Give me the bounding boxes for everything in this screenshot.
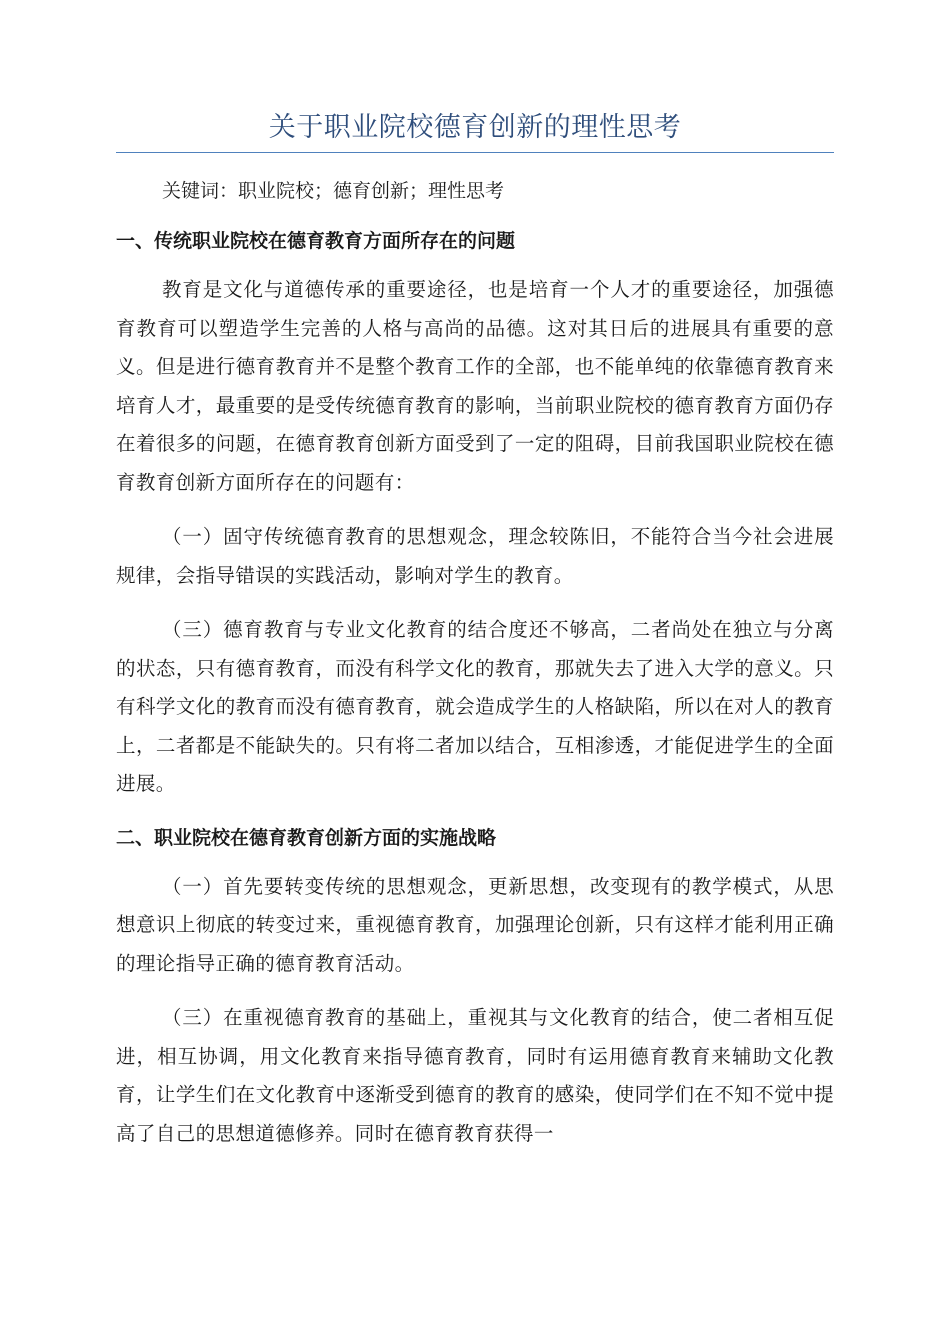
section-2-heading: 二、职业院校在德育教育创新方面的实施战略	[116, 826, 497, 849]
section-2-paragraph-2: （三）在重视德育教育的基础上，重视其与文化教育的结合，使二者相互促进，相互协调，用文化教育来指导德育教育，同时有运用德育教育来辅助文化教育，让学生们在文化教育中逐渐受到德育的教育的感染，使同学们在不知不觉中提高了自己的思想道德修养。同时在德育教育获得一	[116, 1006, 834, 1145]
section-2-paragraph-1: （一）首先要转变传统的思想观念，更新思想，改变现有的教学模式，从思想意识上彻底的转变过来，重视德育教育，加强理论创新，只有这样才能利用正确的理论指导正确的德育教育活动。	[116, 874, 834, 975]
section-1-paragraph-3: （三）德育教育与专业文化教育的结合度还不够高，二者尚处在独立与分离的状态，只有德育教育，而没有科学文化的教育，那就失去了进入大学的意义。只有科学文化的教育而没有德育教育，就会造成学生的人格缺陷，所以在对人的教育上，二者都是不能缺失的。只有将二者加以结合，互相渗透，才能促进学生的全面进展。	[116, 618, 834, 795]
document-title: 关于职业院校德育创新的理性思考	[116, 108, 834, 153]
section-1-paragraph-1: 教育是文化与道德传承的重要途径，也是培育一个人才的重要途径，加强德育教育可以塑造学生完善的人格与高尚的品德。这对其日后的进展具有重要的意义。但是进行德育教育并不是整个教育工作的全部，也不能单纯的依靠德育教育来培育人才，最重要的是受传统德育教育的影响，当前职业院校的德育教育方面仍存在着很多的问题，在德育教育创新方面受到了一定的阻碍，目前我国职业院校在德育教育创新方面所存在的问题有：	[116, 278, 834, 494]
section-1-paragraph-2: （一）固守传统德育教育的思想观念，理念较陈旧，不能符合当今社会进展规律，会指导错误的实践活动，影响对学生的教育。	[116, 525, 834, 587]
section-1-heading: 一、传统职业院校在德育教育方面所存在的问题	[116, 230, 516, 252]
keywords-line: 关键词：职业院校；德育创新；理性思考	[162, 180, 505, 202]
document-page	[116, 108, 834, 1153]
